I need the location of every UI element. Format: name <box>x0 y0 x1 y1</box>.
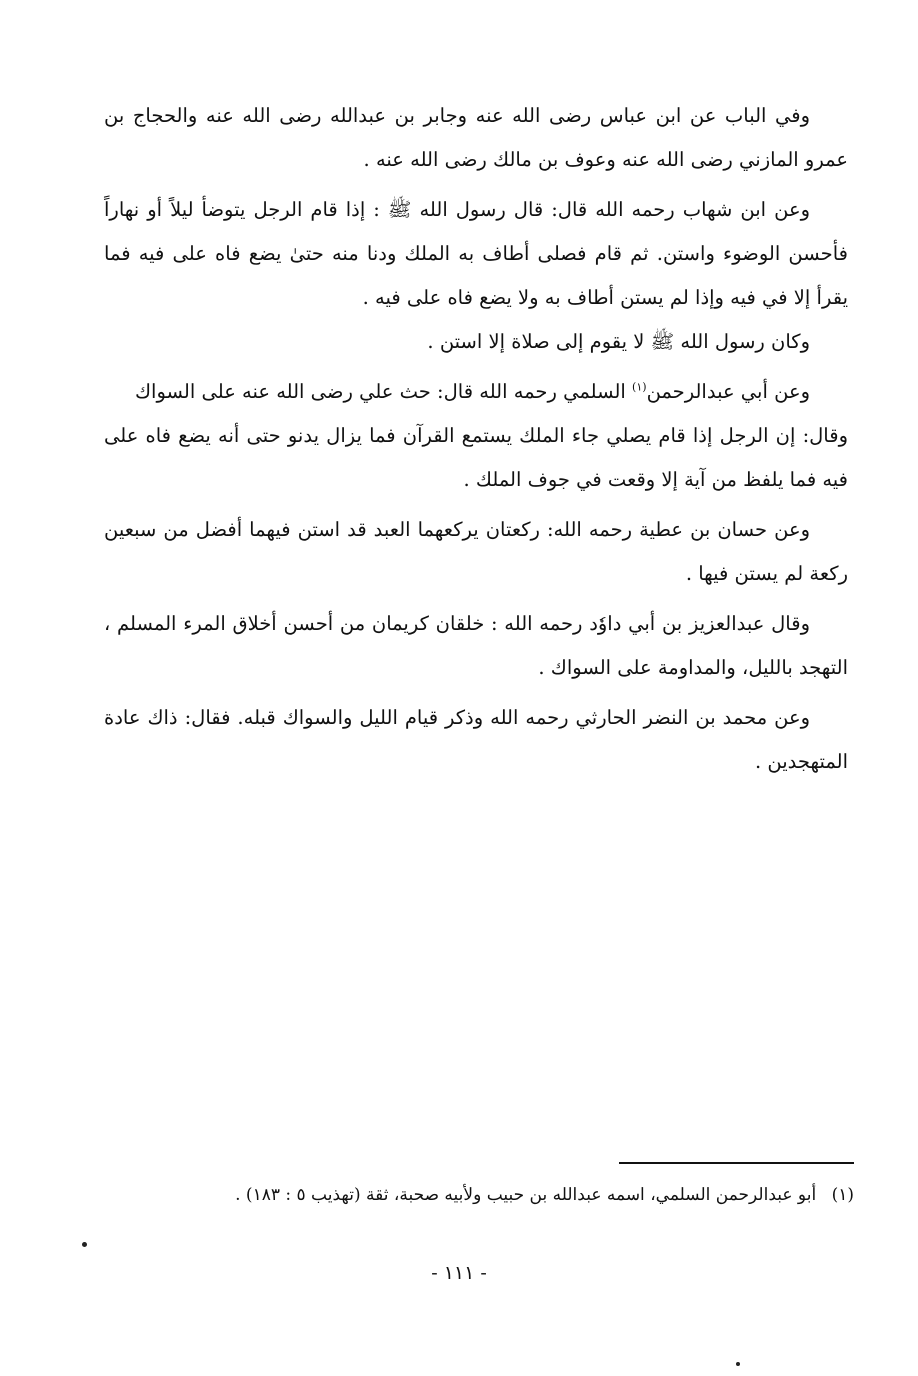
paragraph-2: وعن ابن شهاب رحمه الله قال: قال رسول الله ﷺ : إذا قام الرجل يتوضأ ليلاً أو نهاراً فأحسن الوضوء واستن. ثم قام فصلى أطاف به الملك ودنا منه حتىٰ يضع فاه على فيه فما يقرأ إلا في فيه وإذا لم يستن أطاف به ولا يضع فاه على فيه . <box>104 198 848 309</box>
paragraph-3: وكان رسول الله ﷺ لا يقوم إلى صلاة إلا استن . <box>427 330 810 353</box>
paragraph-1: وفي الباب عن ابن عباس رضى الله عنه وجابر بن عبدالله رضى الله عنه والحجاج بن عمرو المازني رضى الله عنه وعوف بن مالك رضى الله عنه . <box>104 104 848 171</box>
scan-speck <box>82 1242 87 1247</box>
footnote-divider <box>619 1162 854 1164</box>
paragraph-4-text-start: وعن أبي عبدالرحمن <box>646 380 810 403</box>
footnote-text: أبو عبدالرحمن السلمي، اسمه عبدالله بن حبيب ولأبيه صحبة، ثقة (تهذيب ٥ : ١٨٣) . <box>235 1185 817 1205</box>
paragraph-7: وقال عبدالعزيز بن أبي داوٗد رحمه الله : خلقان كريمان من أحسن أخلاق المرء المسلم ، التهجد بالليل، والمداومة على السواك . <box>104 612 848 679</box>
paragraph-4 <box>104 370 848 414</box>
paragraph-4-text-end: السلمي رحمه الله قال: حث علي رضى الله عنه على السواك <box>134 380 633 403</box>
body-text <box>104 94 848 790</box>
footnote-number: (١) <box>831 1185 854 1205</box>
paragraph-5: وقال: إن الرجل إذا قام يصلي جاء الملك يستمع القرآن فما يزال يدنو حتى أنه يضع فاه على فيه فما يلفظ من آية إلا وقعت في جوف الملك . <box>104 424 848 491</box>
paragraph-6: وعن حسان بن عطية رحمه الله: ركعتان يركعهما العبد قد استن فيهما أفضل من سبعين ركعة لم يستن فيها . <box>104 518 848 585</box>
page-number: - ١١١ - <box>431 1262 487 1284</box>
footnote-reference: (١) <box>632 380 647 394</box>
footnote <box>110 1180 854 1210</box>
paragraph-8: وعن محمد بن النضر الحارثي رحمه الله وذكر قيام الليل والسواك قبله. فقال: ذاك عادة المتهجدين . <box>104 706 848 773</box>
scan-speck <box>736 1362 740 1366</box>
